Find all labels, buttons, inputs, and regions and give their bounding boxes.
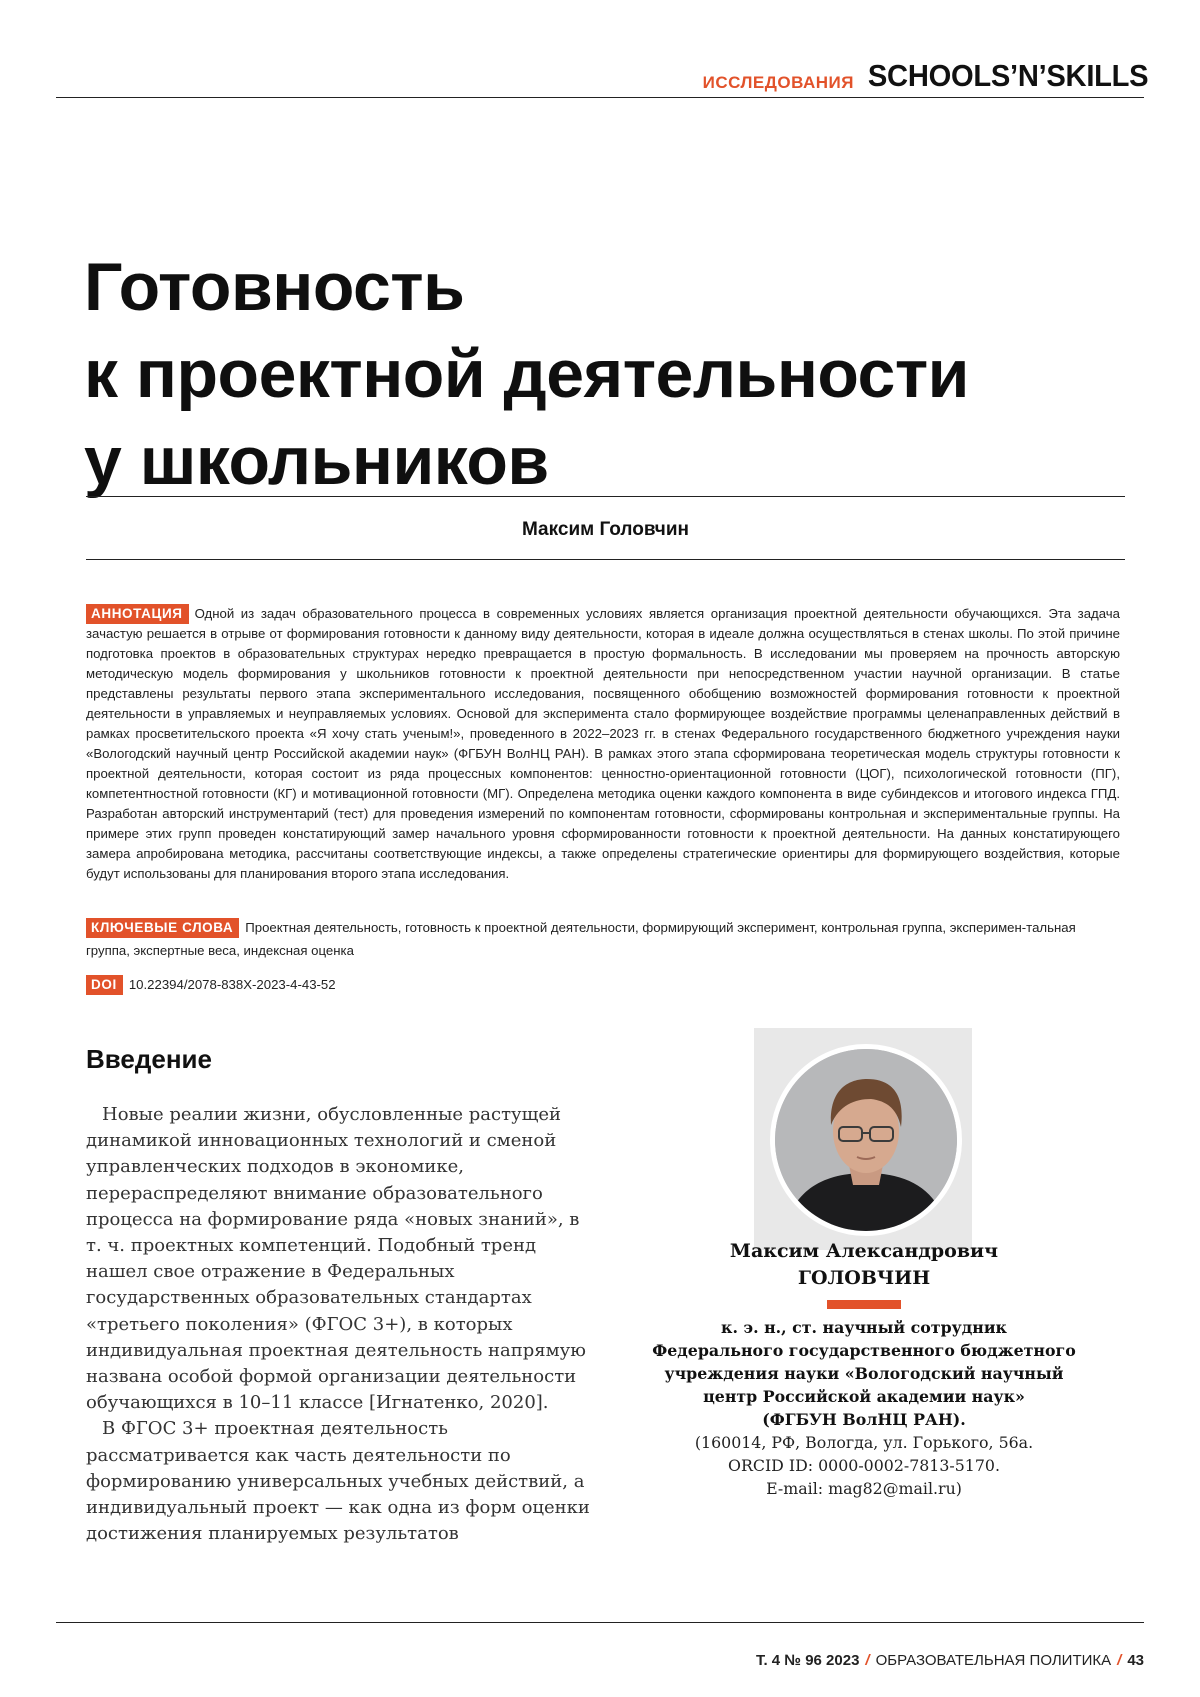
issue-info: Т. 4 № 96 2023 [756,1652,859,1669]
keywords-text: Проектная деятельность, готовность к проектной деятельности, формирующий эксперимент, контрольная группа, эксперимен-тальная группа, экспертные веса, индексная оценка [86,920,1076,958]
page-number: 43 [1127,1652,1144,1669]
author-affiliation [634,1316,1094,1500]
intro-paragraph: Новые реалии жизни, обусловленные растущей динамикой инновационных технологий и сменой управленческих подходов в экономике, перераспределяют внимание образовательного процесса на формирование ряда «новых знаний», в т. ч. проектных компетенций. Подобный тренд нашел свое отражение в Федеральных государственных образовательных стандартах «третьего поколения» (ФГОС 3+), в которых индивидуальная проектная деятельность напрямую названа особой формой организации деятельности обучающихся в 10–11 классе [Игнатенко, 2020]. [86,1102,594,1416]
abstract [86,604,1120,884]
intro-heading: Введение [86,1044,212,1075]
affiliation-line: учреждения науки «Вологодский научный [634,1362,1094,1385]
author-photo [770,1044,962,1236]
author-name [664,1238,1064,1292]
journal-name: ОБРАЗОВАТЕЛЬНАЯ ПОЛИТИКА [876,1652,1112,1669]
doi [86,975,336,995]
title-line: Готовность [84,244,1134,331]
author-portrait-icon [775,1049,957,1231]
separator-icon: / [865,1652,869,1669]
affiliation-line: центр Российской академии наук» [634,1385,1094,1408]
intro-body [86,1102,594,1547]
affiliation-line: к. э. н., ст. научный сотрудник [634,1316,1094,1339]
article-author: Максим Головчин [86,519,1125,541]
accent-bar [827,1300,901,1309]
author-orcid[interactable]: ORCID ID: 0000-0002-7813-5170. [634,1454,1094,1477]
author-rule-top [86,496,1125,497]
page-footer [756,1652,1144,1669]
author-email[interactable]: E-mail: mag82@mail.ru) [634,1477,1094,1500]
author-first-name: Максим Александрович [664,1238,1064,1265]
abstract-text: Одной из задач образовательного процесса в современных условиях является организация проектной деятельности обучающихся. Эта задача зачастую решается в отрыве от формирования готовности к данному виду деятельности, которая в идеале должна осуществляться в стенах школы. По этой причине подготовка проектов в образовательных структурах нередко превращается в простую формальность. В исследовании мы проверяем на прочность авторскую методическую модель формирования у школьников готовности к проектной деятельности при непосредственном участии научной организации. В статье представлены результаты первого этапа экспериментального исследования, посвященного обобщению возможностей формирования готовности к проектной деятельности в управляемых и неуправляемых условиях. Основой для эксперимента стало формирующее воздействие программы целенаправленных действий в рамках просветительского проекта «Я хочу стать ученым!», проведенного в 2022–2023 гг. в стенах Федерального государственного бюджетного учреждения науки «Вологодский научный центр Российской академии наук» (ФГБУН ВолНЦ РАН). В рамках этого этапа сформирована теоретическая модель структуры готовности к проектной деятельности, которая состоит из ряда процессных компонентов: ценностно-ориентационной готовности (ЦОГ), психологической готовности (ПГ), компетентностной готовности (КГ) и мотивационной готовности (МГ). Определена методика оценки каждого компонента в виде субиндексов и итогового индекса ГПД. Разработан авторский инструментарий (тест) для проведения измерений по компонентам готовности, сформированы контрольная и экспериментальные группы. На примере этих групп проведен констатирующий замер начального уровня сформированности готовности к проектной деятельности. На данных констатирующего замера апробирована методика, рассчитаны соответствующие индексы, а также определены стратегические ориентиры для формирующего воздействия, которые будут использованы для планирования второго этапа исследования. [86,606,1120,881]
article-title [84,244,1134,505]
keywords-label: КЛЮЧЕВЫЕ СЛОВА [86,918,239,938]
doi-link[interactable]: 10.22394/2078-838X-2023-4-43-52 [129,977,336,992]
title-line: у школьников [84,418,1134,505]
footer-divider [56,1622,1144,1623]
header-divider [56,97,1144,98]
affiliation-line: Федерального государственного бюджетного [634,1339,1094,1362]
journal-brand: SCHOOLS’N’SKILLS [868,58,1148,94]
intro-paragraph: В ФГОС 3+ проектная деятельность рассматривается как часть деятельности по формированию универсальных учебных действий, а индивидуальный проект — как одна из форм оценки достижения планируемых результатов [86,1416,594,1547]
affiliation-line: (ФГБУН ВолНЦ РАН). [634,1408,1094,1431]
abstract-label: АННОТАЦИЯ [86,604,189,624]
separator-icon: / [1117,1652,1121,1669]
title-line: к проектной деятельности [84,331,1134,418]
author-address: (160014, РФ, Вологда, ул. Горького, 56а. [634,1431,1094,1454]
section-label: ИССЛЕДОВАНИЯ [703,73,854,93]
author-rule-bottom [86,559,1125,560]
doi-label: DOI [86,975,123,995]
keywords [86,916,1120,962]
author-last-name: ГОЛОВЧИН [664,1265,1064,1292]
